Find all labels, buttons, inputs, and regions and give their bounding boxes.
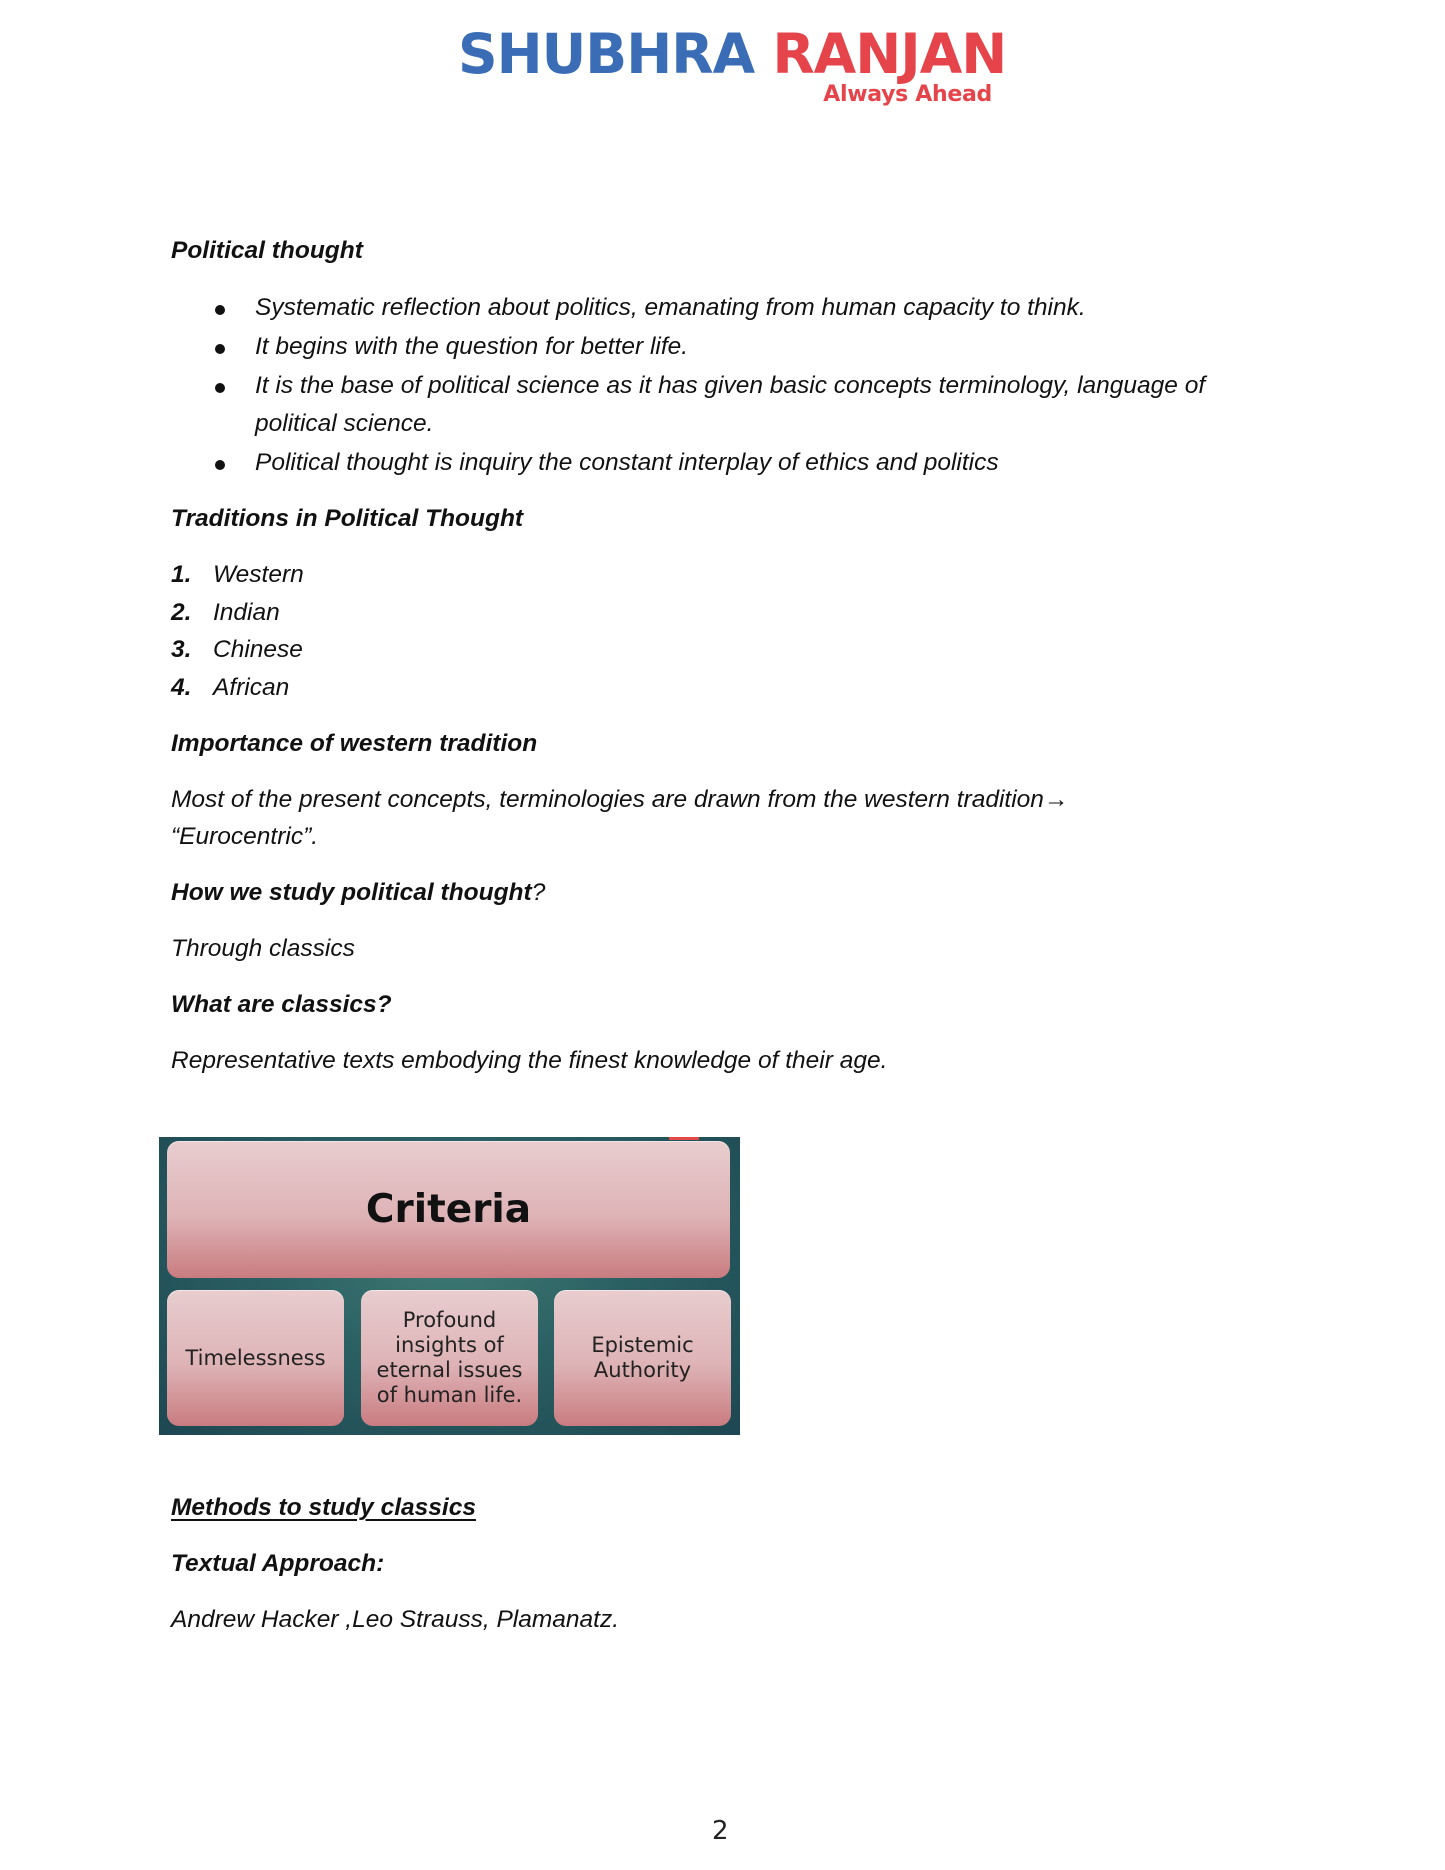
- logo-tagline: Always Ahead: [823, 82, 992, 107]
- criteria-diagram: [159, 1137, 740, 1435]
- list-number: 4.: [171, 674, 192, 701]
- bullet-item: It begins with the question for better life.: [255, 333, 689, 360]
- tradition-item: Indian: [213, 599, 280, 626]
- heading-importance: Importance of western tradition: [171, 730, 538, 757]
- heading-how-study: [171, 879, 545, 907]
- brand-logo: [458, 22, 1007, 112]
- criteria-box-timelessness: Timelessness: [167, 1290, 344, 1426]
- criteria-title-box: Criteria: [167, 1141, 730, 1278]
- diagram-accent: [669, 1137, 699, 1140]
- importance-text-line1: Most of the present concepts, terminologies are drawn from the western tradition→: [171, 786, 1069, 813]
- tradition-item: Chinese: [213, 636, 303, 663]
- bullet-icon: [215, 305, 225, 315]
- logo-ranjan: RANJAN: [772, 22, 1007, 86]
- logo-shubhra: SHUBHRA: [458, 22, 755, 86]
- heading-traditions: Traditions in Political Thought: [171, 505, 524, 532]
- bullet-item: Political thought is inquiry the constant interplay of ethics and politics: [255, 449, 999, 476]
- page-number: 2: [712, 1816, 729, 1846]
- tradition-item: African: [213, 674, 290, 701]
- logo-wordmark: [458, 22, 1006, 86]
- what-classics-answer: Representative texts embodying the finest knowledge of their age.: [171, 1047, 888, 1074]
- bullet-icon: [215, 344, 225, 354]
- criteria-box-profound-insights: Profound insights of eternal issues of human life.: [361, 1290, 538, 1426]
- heading-how-study-suffix: ?: [531, 879, 546, 906]
- tradition-item: Western: [213, 561, 304, 588]
- bullet-icon: [215, 383, 225, 393]
- methods-text: Andrew Hacker ,Leo Strauss, Plamanatz.: [171, 1606, 620, 1633]
- subheading-textual-approach: Textual Approach:: [171, 1550, 385, 1577]
- heading-methods: Methods to study classics: [171, 1494, 476, 1521]
- bullet-item-continuation: political science.: [255, 410, 434, 437]
- criteria-box-epistemic-authority: Epistemic Authority: [554, 1290, 731, 1426]
- heading-what-classics: What are classics?: [171, 991, 392, 1018]
- importance-text-line2: “Eurocentric”.: [171, 823, 319, 850]
- heading-political-thought: Political thought: [171, 237, 363, 264]
- bullet-item: Systematic reflection about politics, emanating from human capacity to think.: [255, 294, 1086, 321]
- bullet-item: It is the base of political science as it has given basic concepts terminology, language of: [255, 372, 1206, 399]
- bullet-icon: [215, 460, 225, 470]
- list-number: 2.: [171, 599, 192, 626]
- list-number: 1.: [171, 561, 192, 588]
- list-number: 3.: [171, 636, 192, 663]
- how-study-answer: Through classics: [171, 935, 355, 962]
- heading-how-study-text: How we study political thought: [171, 879, 532, 906]
